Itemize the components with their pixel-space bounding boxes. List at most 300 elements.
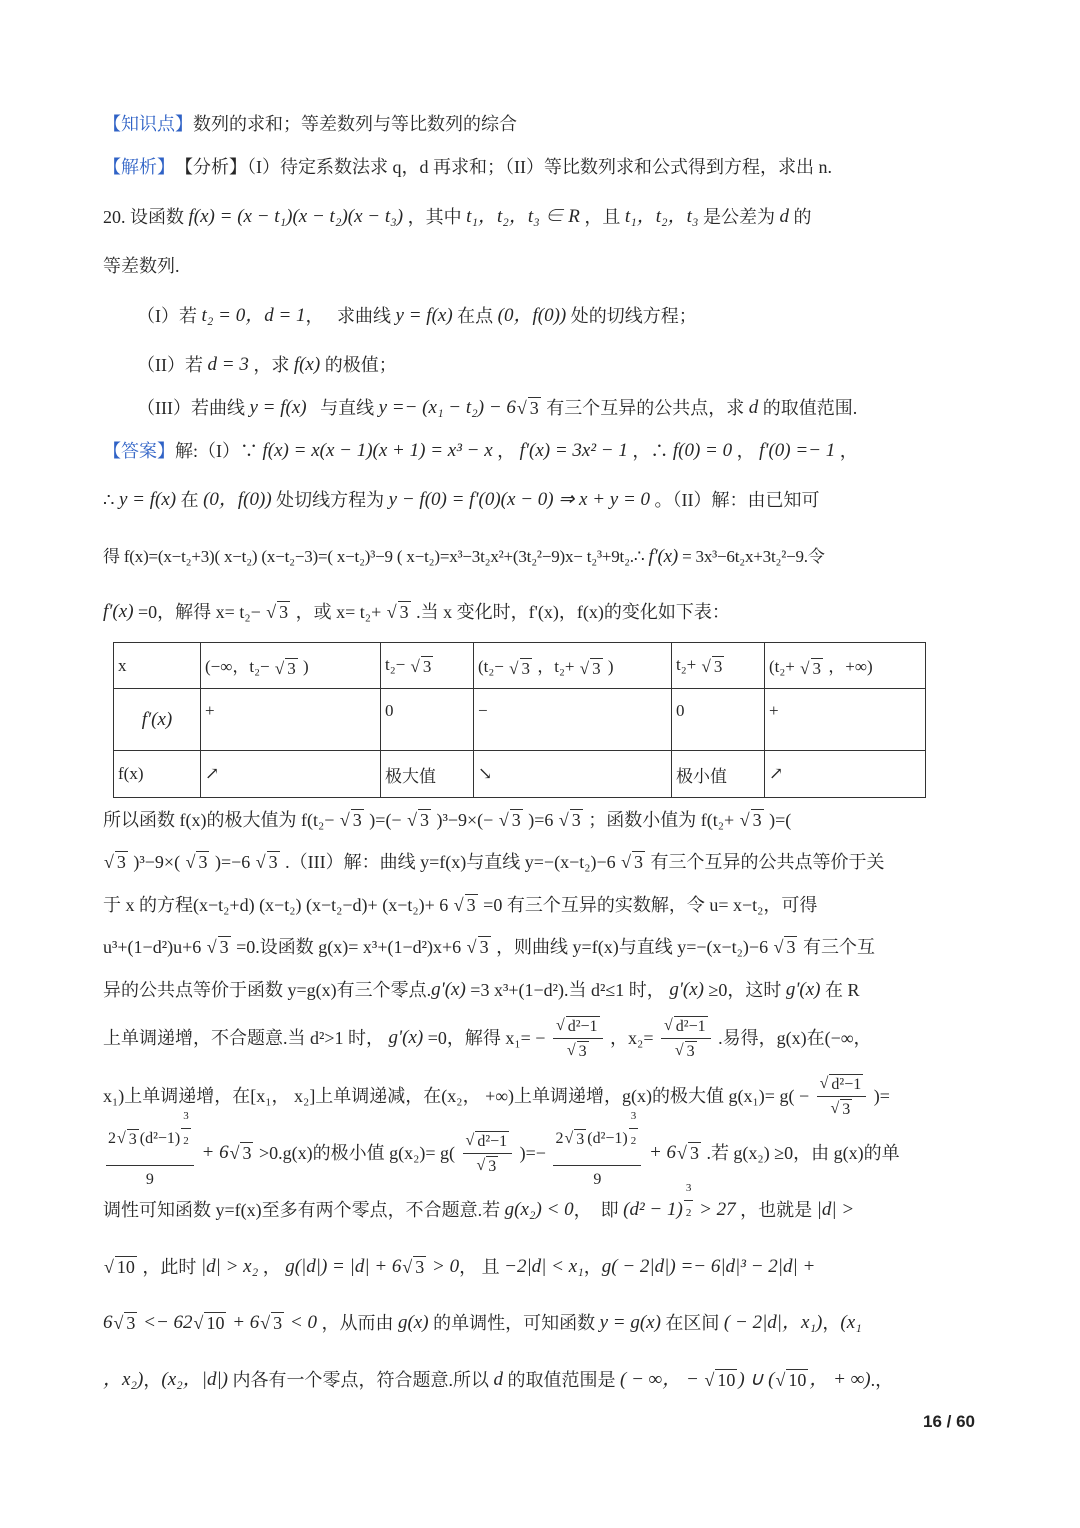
math-expression: (x₁ (840, 1312, 862, 1333)
text-run: 3 (242, 1143, 252, 1164)
text-run: 3 (488, 1157, 497, 1175)
text-run: 的单调性，可知函数 (428, 1313, 600, 1333)
denominator (473, 1154, 501, 1176)
text-run: 得 f(x)=(x−t₂+3)( x−t₂) (x−t₂−3)=( x−t₂)³−9 ( x−t₂)=x³−3t₂x²+(3t₂²−9)x− t₂³+9t₂.∴ (103, 547, 649, 566)
radical-sign: √ (663, 1017, 673, 1035)
radicand (421, 656, 434, 677)
math-expression: y = g(x) (599, 1312, 661, 1333)
text-run: 有三个互异的公共点等价于关 (646, 852, 885, 872)
text-run: d²−1 (567, 1017, 598, 1035)
math-expression: (d² − 1) (623, 1199, 683, 1220)
square-root (675, 1041, 697, 1061)
square-root (387, 601, 411, 623)
radical-sign: √ (555, 1017, 565, 1035)
text-run: =3 x³+(1−d²).当 d²≤1 时， (465, 980, 670, 1000)
answer-line (103, 890, 817, 920)
text-run: 有三个互异的公共点，求 (541, 398, 749, 418)
math-expression: f(x) = x(x − 1)(x + 1) = x³ − x (262, 440, 493, 461)
radical-sign: √ (773, 937, 784, 958)
numerator (106, 1110, 194, 1166)
math-expression: f'(x) = 3x² − 1 (519, 440, 628, 461)
exponent (180, 1104, 192, 1153)
radicand (285, 658, 298, 679)
section-label: 【答案】 (103, 441, 175, 461)
sub-question-1 (137, 301, 697, 331)
math-expression: 6 (103, 1312, 113, 1333)
text-run: 3 (183, 1110, 189, 1122)
radical-sign: √ (206, 937, 217, 958)
text-run: 在 (176, 490, 204, 510)
denominator (629, 1129, 639, 1153)
radicand (475, 1131, 509, 1151)
text-run: 2 (108, 1129, 116, 1147)
text-run: 3 (415, 1257, 425, 1278)
radicand (685, 1041, 697, 1061)
math-expression: < 0 (285, 1312, 317, 1333)
radicand (811, 658, 824, 679)
text-run: 3 (689, 1143, 699, 1164)
answer-line (103, 1075, 890, 1118)
math-expression: f(x) (293, 354, 321, 375)
text-run: ，其中 (403, 207, 467, 227)
math-expression: g'(x) (785, 979, 821, 1000)
text-run: = 3x³−6t₂x+3t₂²−9.令 (678, 547, 825, 566)
text-run: x₁)上单调递增，在[x₁， x₂]上单调递减，在(x₂， +∞)上单调递增，g(x)的极大值 g(x₁)= g( − (103, 1086, 814, 1106)
text-run: .， (870, 1370, 894, 1390)
text-run: 所以函数 f(x)的极大值为 f(t₂− (103, 810, 339, 830)
math-expression: f(0) = 0 (672, 440, 733, 461)
radicand (688, 1142, 701, 1164)
text-run: t₂− (385, 654, 410, 674)
text-run: )³−9×( (128, 852, 185, 872)
text-run: =0，解得 x₁= − (423, 1028, 550, 1048)
analysis-line (103, 152, 832, 182)
square-root (580, 658, 603, 679)
table-cell (381, 643, 474, 689)
text-run: 内各有一个零点，符合题意.所以 (228, 1370, 494, 1390)
radicand (218, 936, 231, 958)
text-run: (t₂− (478, 657, 509, 677)
text-run: t₂+ (676, 654, 701, 674)
radicand (418, 809, 431, 831)
numerator (553, 1016, 603, 1039)
fraction (684, 1176, 694, 1225)
square-root (230, 1142, 254, 1164)
math-expression: f'(0) =− 1 (759, 440, 836, 461)
table-cell (114, 751, 201, 798)
text-run: 是公差为 (698, 207, 780, 227)
text-run: 20. 设函数 (103, 207, 189, 227)
radical-sign: √ (185, 852, 196, 873)
radicand (577, 1041, 589, 1061)
table-cell (201, 751, 381, 798)
text-run: ，求 (248, 355, 294, 375)
answer-line (103, 805, 791, 835)
text-run: 上单调递增，不合题意.当 d²>1 时， (103, 1028, 389, 1048)
radicand (840, 1099, 852, 1119)
math-expression: ，x₂) (103, 1369, 144, 1390)
radical-sign: √ (800, 659, 810, 679)
text-run: .（III）解：曲线 y=f(x)与直线 y=−(x−t₂)−6 (280, 852, 621, 872)
text-run: ，+∞) (824, 657, 873, 677)
numerator (661, 1016, 711, 1039)
answer-line (103, 847, 885, 877)
section-label: 【解析】 (103, 157, 175, 177)
math-expression: g(x₂) < 0 (504, 1199, 574, 1220)
text-run: 10 (788, 1370, 807, 1391)
text-run: 2 (183, 1135, 189, 1147)
math-expression: f′(x) (141, 708, 173, 730)
question-20-line (103, 202, 812, 232)
text-run: 3 (592, 659, 601, 679)
denominator (684, 1201, 694, 1225)
square-root (509, 658, 532, 679)
text-run: (−∞，t₂− (205, 657, 274, 677)
text-run: 3 (126, 1313, 136, 1334)
text-run: )=( (764, 810, 792, 830)
fraction (553, 1110, 641, 1192)
text-run: ≥0，这时 (703, 980, 786, 1000)
text-run: 3 (529, 398, 539, 419)
table-cell (114, 689, 201, 751)
radicand (277, 601, 290, 623)
answer-line (103, 1181, 855, 1225)
text-run: ， 且 (459, 1257, 505, 1277)
radical-sign: √ (193, 1313, 204, 1334)
radicand (351, 809, 364, 831)
text-run: )=6 (523, 810, 558, 830)
answer-line (103, 1308, 862, 1338)
radicand (398, 601, 411, 623)
text-run: 3 (279, 602, 289, 623)
answer-line (103, 436, 858, 466)
answer-line (103, 932, 875, 962)
square-root (705, 1369, 738, 1391)
text-run: 3 (842, 1100, 851, 1118)
math-expression: |d| > (816, 1199, 855, 1220)
math-expression: (x₂，|d|) (161, 1369, 229, 1390)
text-run: 2 (555, 1129, 564, 1147)
text-run: 3 (630, 1110, 637, 1122)
text-run: u³+(1−d²)u+6 (103, 937, 206, 957)
text-run: ) (603, 657, 614, 677)
math-expression: −2|d| < x₁ (504, 1256, 584, 1277)
text-run: =0.设函数 g(x)= x³+(1−d²)x+6 (231, 937, 466, 957)
square-root (114, 1312, 138, 1334)
radicand (786, 1369, 808, 1391)
text-run: 处的切线方程； (566, 306, 697, 326)
math-expression: f(x) = (x − t₁)(x − t₂)(x − t₃) (188, 206, 404, 227)
text-run: 3 (352, 810, 362, 831)
text-run: d²−1 (477, 1132, 508, 1150)
math-expression: g(|d|) = |d| + 6 (285, 1256, 402, 1277)
radicand (528, 397, 541, 419)
square-root (740, 809, 764, 831)
text-run: − (478, 701, 488, 720)
numerator (463, 1131, 513, 1154)
text-run: .易得，g(x)在(−∞， (713, 1028, 872, 1048)
radical-sign: √ (775, 1370, 786, 1391)
fraction (661, 1016, 711, 1060)
table-cell (672, 643, 765, 689)
math-expression: ， + ∞) (809, 1369, 871, 1390)
text-run: )=(− (364, 810, 407, 830)
square-root (407, 809, 431, 831)
radical-sign: √ (117, 1129, 126, 1147)
square-root (476, 1156, 498, 1176)
text-run: )=−6 (210, 852, 255, 872)
text-run: 等差数列. (103, 256, 180, 276)
radical-sign: √ (739, 810, 750, 831)
answer-line (103, 1252, 815, 1282)
text-run: ， (835, 441, 858, 461)
fraction (817, 1074, 867, 1118)
math-expression: g'(x) (388, 1027, 424, 1048)
table-cell (765, 643, 926, 689)
radicand (574, 1129, 586, 1149)
text-run: =0 有三个互异的实数解，令 u= x−t₂，可得 (478, 895, 818, 915)
math-expression: t₂ = 0，d = 1 (201, 305, 306, 326)
text-run: 3 (268, 852, 278, 873)
text-run: 极大值 (385, 766, 436, 786)
square-root (266, 601, 290, 623)
square-root (664, 1016, 708, 1036)
text-run: ) (298, 657, 309, 677)
text-run: ，或 x= t₂+ (291, 602, 386, 622)
text-run: 3 (219, 937, 229, 958)
math-expression: f′(x) (648, 546, 679, 567)
text-run: 的 (789, 207, 812, 227)
table-cell (672, 689, 765, 751)
sub-question-2 (137, 350, 397, 380)
text-run: ， 求曲线 (305, 306, 396, 326)
text-run: 异的公共点等价于函数 y=g(x)有三个零点. (103, 980, 432, 1000)
text-run: 3 (713, 656, 723, 676)
exponent (683, 1176, 695, 1225)
text-run: ，也就是 (735, 1200, 817, 1220)
math-expression: |d| > x₂ (200, 1256, 259, 1277)
math-expression: <− 62 (138, 1312, 193, 1333)
radical-sign: √ (819, 1075, 829, 1093)
text-run: 在点 (452, 306, 498, 326)
square-root (260, 1312, 284, 1334)
variation-table (113, 642, 926, 798)
radicand (715, 1369, 737, 1391)
radical-sign: √ (566, 1041, 576, 1059)
text-run: ，x₂= (605, 1028, 658, 1048)
text-run: + (205, 701, 215, 720)
square-root (275, 658, 298, 679)
radical-sign: √ (498, 810, 509, 831)
numerator (684, 1176, 694, 1201)
radical-sign: √ (339, 810, 350, 831)
radical-sign: √ (704, 1370, 715, 1391)
text-run: .当 x 变化时，f'(x)，f(x)的变化如下表： (411, 602, 730, 622)
text-run: 3 (198, 852, 208, 873)
text-run: d²−1 (831, 1075, 862, 1093)
text-run: x (118, 655, 127, 675)
text-run: 9 (593, 1171, 602, 1188)
table-row (114, 689, 926, 751)
text-run: ， (732, 441, 760, 461)
math-expression: + 6 (644, 1142, 677, 1163)
text-run: 3 (511, 810, 521, 831)
denominator (181, 1129, 191, 1153)
text-run: 于 x 的方程(x−t₂+d) (x−t₂) (x−t₂−d)+ (x−t₂)+ 6 (103, 895, 453, 915)
math-expression: t₁，t₂，t₃ (624, 206, 699, 227)
radical-sign: √ (830, 1099, 840, 1117)
numerator (553, 1110, 641, 1166)
answer-line (103, 975, 860, 1005)
square-root (556, 1016, 600, 1036)
numerator (817, 1074, 867, 1097)
answer-line (103, 597, 730, 627)
square-root (186, 851, 210, 873)
table-cell (765, 751, 926, 798)
radical-sign: √ (260, 1313, 271, 1334)
numerator (181, 1104, 191, 1129)
math-expression: d (748, 397, 759, 418)
math-expression: y − f(0) = f'(0)(x − 0) ⇒ x + y = 0 (388, 489, 651, 510)
math-expression: d (493, 1369, 504, 1390)
fraction (106, 1110, 194, 1192)
radical-sign: √ (701, 656, 711, 676)
text-run: 3 (116, 852, 126, 873)
table-cell (201, 643, 381, 689)
radicand (570, 809, 583, 831)
square-root (467, 936, 491, 958)
answer-line (103, 1110, 900, 1188)
radical-sign: √ (558, 810, 569, 831)
math-expression: t₁，t₂，t₃ ∈ R (466, 206, 580, 227)
text-run: (d²−1) (139, 1129, 181, 1147)
square-root (466, 1131, 510, 1151)
text-run: ，t₂+ (533, 657, 579, 677)
answer-line (103, 485, 820, 515)
text-run: 3 (812, 659, 821, 679)
answer-line (103, 542, 825, 572)
radical-sign: √ (674, 1041, 684, 1059)
radicand (267, 851, 280, 873)
radical-sign: √ (579, 659, 590, 679)
radicand (465, 894, 478, 916)
text-run: 与直线 (306, 398, 379, 418)
radicand (124, 1312, 137, 1334)
radical-sign: √ (274, 659, 285, 679)
text-run: 3 (686, 1042, 695, 1060)
denominator (828, 1097, 856, 1119)
square-root (774, 936, 798, 958)
table-cell (474, 643, 672, 689)
radicand (510, 809, 523, 831)
text-run: ∴ (103, 490, 119, 510)
question-20-line (103, 251, 180, 281)
radicand (127, 1129, 139, 1149)
square-root (564, 1129, 586, 1149)
text-run: 3 (422, 656, 432, 676)
text-run: )³−9×(− (431, 810, 498, 830)
radical-sign: √ (476, 1156, 486, 1174)
page-number: 16 / 60 (923, 1412, 975, 1431)
square-root (499, 809, 523, 831)
fraction (553, 1016, 603, 1060)
radicand (712, 656, 725, 677)
radical-sign: √ (113, 1313, 124, 1334)
text-run: 2 (630, 1135, 637, 1147)
section-label: 【知识点】 (103, 114, 193, 134)
square-root (411, 656, 434, 677)
math-expression: y = f(x) (249, 397, 307, 418)
text-run: 2 (685, 1206, 692, 1219)
square-root (207, 936, 231, 958)
text-run: 3 (399, 602, 409, 623)
table-cell (765, 689, 926, 751)
square-root (340, 809, 364, 831)
math-expression: d = 3 (207, 354, 249, 375)
text-run: 3 (685, 1181, 692, 1194)
text-run: )=− (515, 1143, 551, 1163)
text-run: 在 R (820, 980, 860, 1000)
fraction (629, 1104, 639, 1153)
radicand (520, 658, 533, 679)
text-run: 0 (385, 701, 394, 720)
text-run: ，∴ (627, 441, 673, 461)
table-cell (474, 751, 672, 798)
square-root (621, 851, 645, 873)
table-cell (381, 751, 474, 798)
radicand (566, 1016, 600, 1036)
text-run: ， (822, 1313, 841, 1333)
math-expression: ( − 2|d|，x₁) (723, 1312, 823, 1333)
fraction (463, 1131, 513, 1175)
radical-sign: √ (466, 937, 477, 958)
text-run: 9 (145, 1171, 154, 1188)
math-expression: d (779, 206, 789, 227)
text-run: 3 (287, 659, 296, 679)
square-root (104, 851, 128, 873)
square-root (194, 1312, 227, 1334)
fraction (181, 1104, 191, 1153)
table-row (114, 751, 926, 798)
numerator (629, 1104, 639, 1129)
math-expression: > 27 (694, 1199, 736, 1220)
square-root (402, 1256, 426, 1278)
text-run: 极小值 (676, 766, 727, 786)
radical-sign: √ (104, 1257, 114, 1278)
radical-sign: √ (104, 852, 114, 873)
radical-sign: √ (407, 810, 417, 831)
radical-sign: √ (386, 602, 397, 623)
radical-sign: √ (564, 1129, 574, 1147)
text-run: ；函数小值为 f(t₂+ (583, 810, 739, 830)
square-root (117, 1129, 139, 1149)
text-run: 3 (634, 852, 644, 873)
radicand (271, 1312, 284, 1334)
math-expression: + 6 (196, 1142, 229, 1163)
radicand (590, 658, 603, 679)
text-run: 调性可知函数 y=f(x)至多有两个零点，不合题意.若 (103, 1200, 505, 1220)
text-run: 数列的求和；等差数列与等比数列的综合 (193, 114, 517, 134)
radicand (486, 1156, 498, 1176)
math-expression: g(x) (397, 1312, 429, 1333)
text-run: 3 (479, 937, 489, 958)
text-run: d²−1 (675, 1017, 706, 1035)
table-cell (114, 643, 201, 689)
text-run: 3 (786, 937, 796, 958)
radicand (196, 851, 209, 873)
answer-line (103, 1017, 872, 1060)
text-run: + (769, 701, 779, 720)
